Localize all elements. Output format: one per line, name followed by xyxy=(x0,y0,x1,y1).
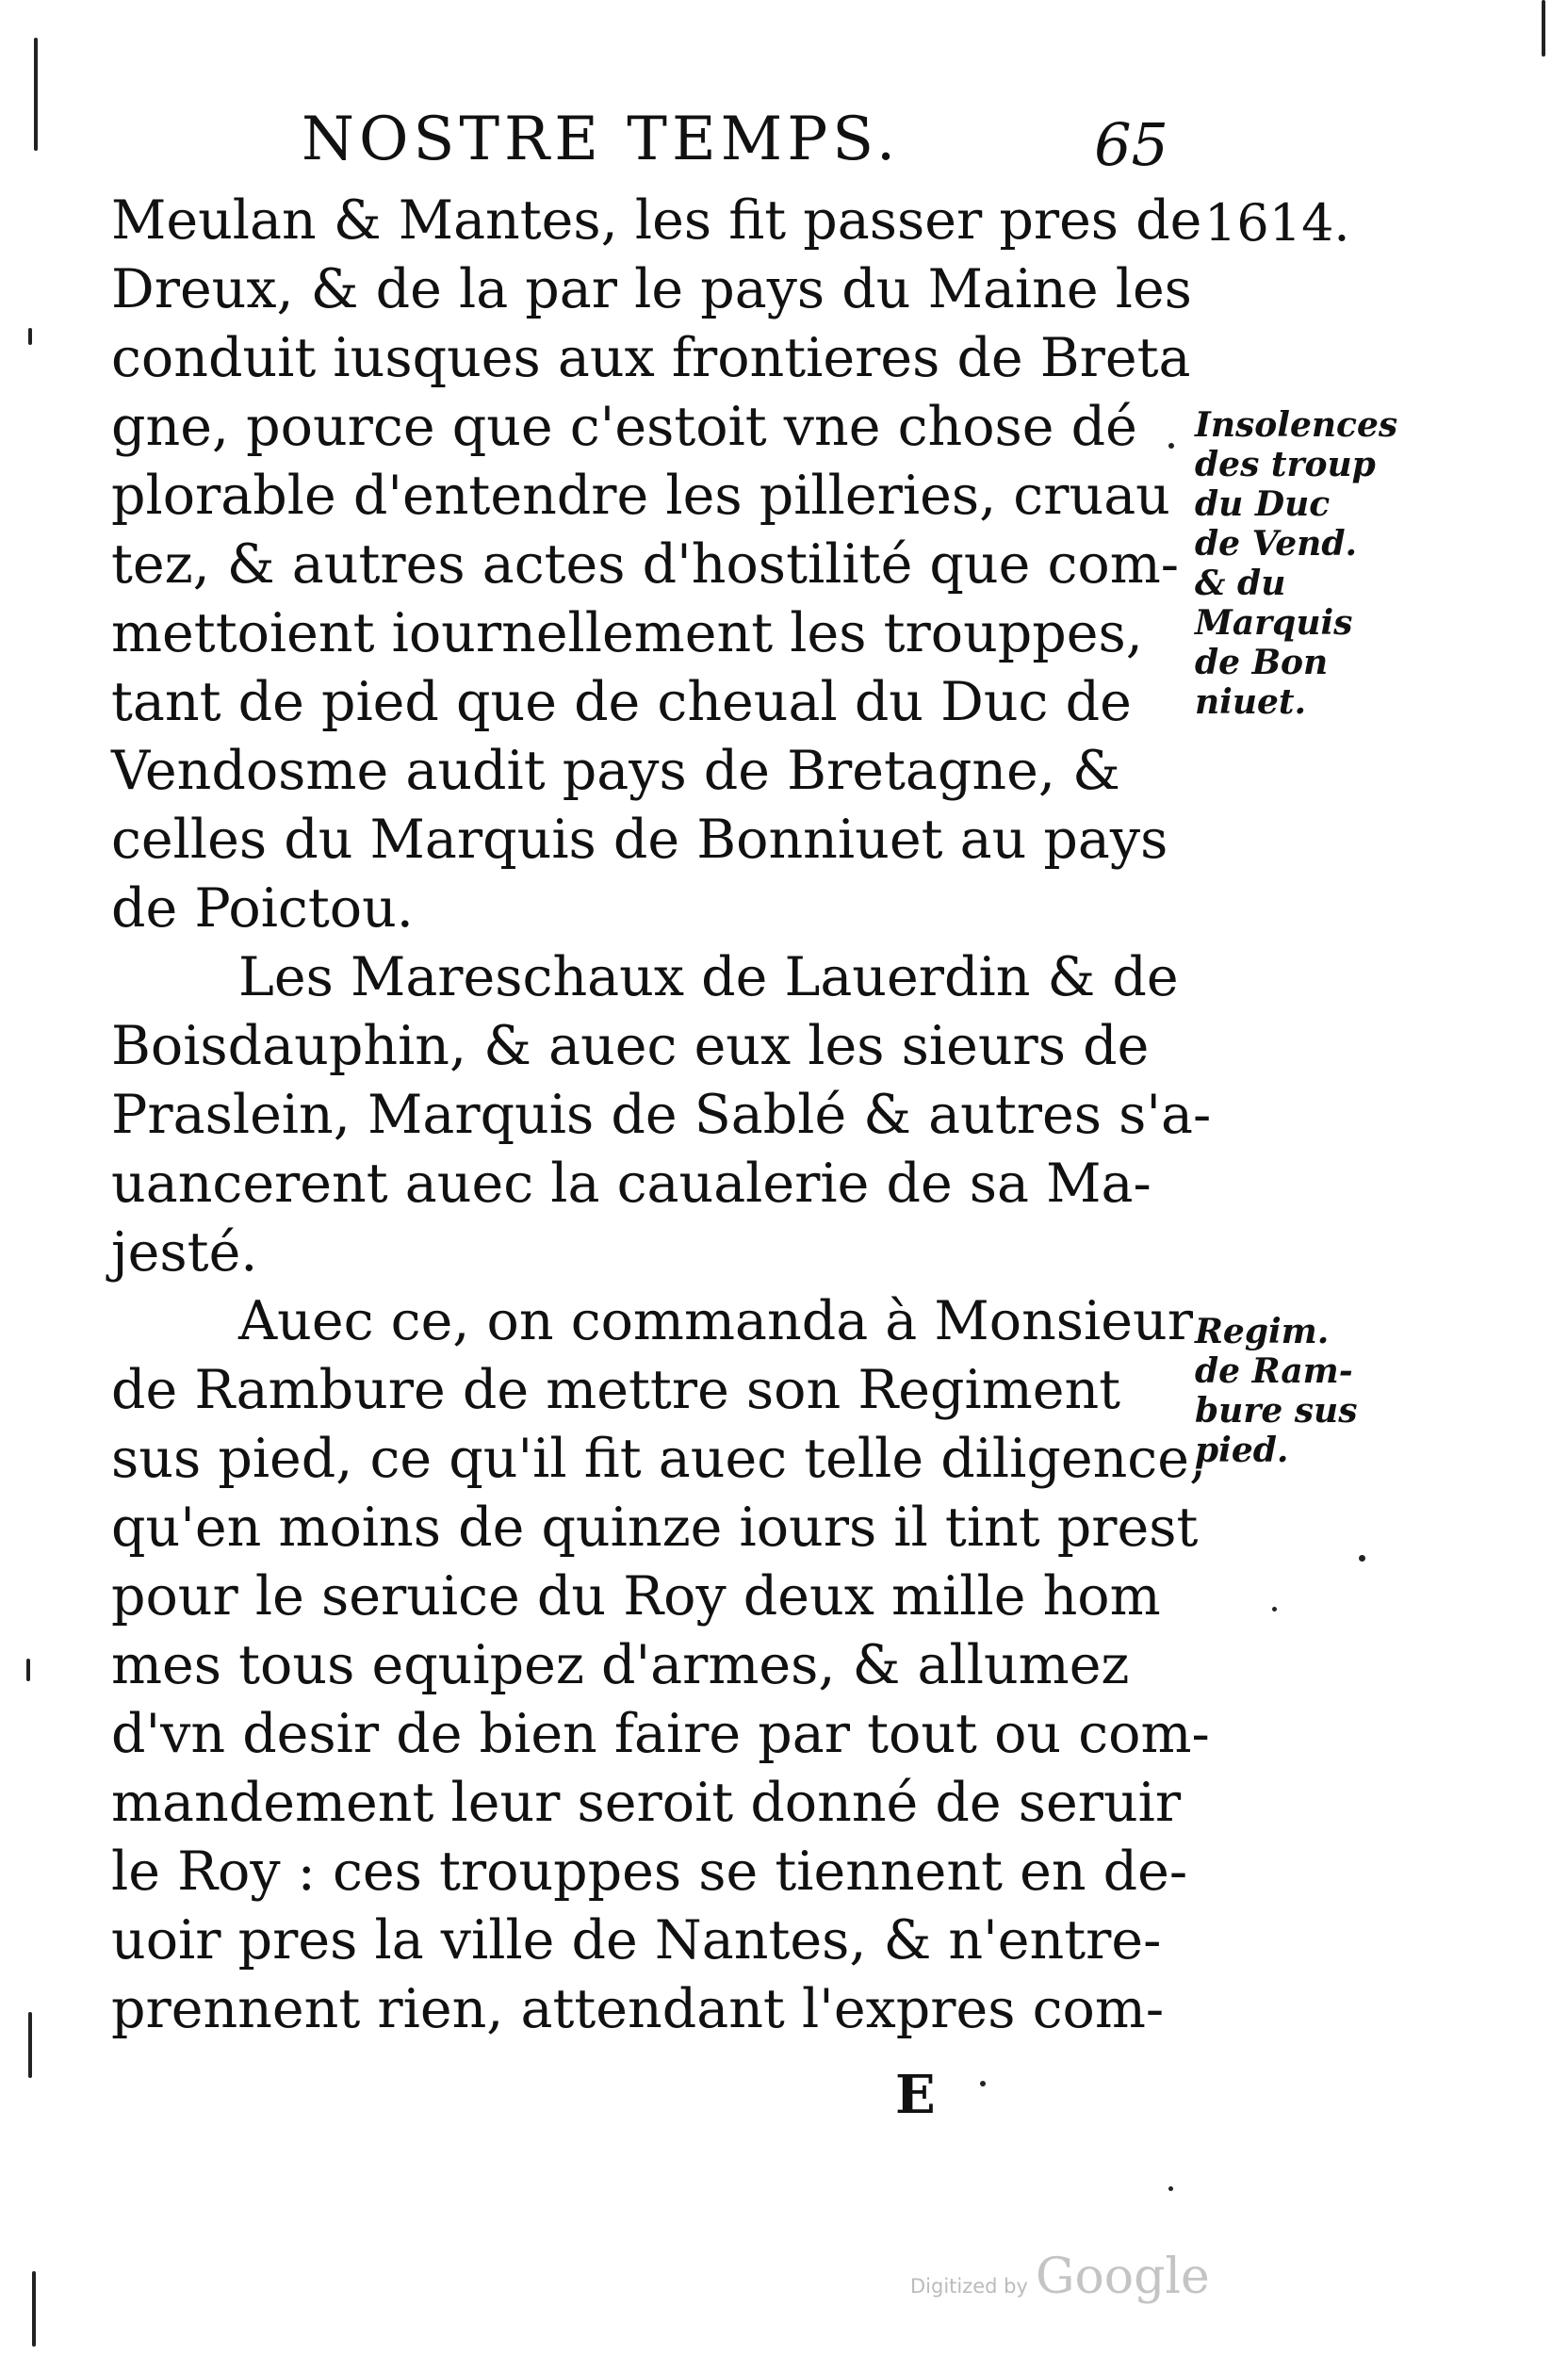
text-line: d'vn desir de bien faire par tout ou com- xyxy=(111,1703,1210,1765)
page-number: 65 xyxy=(1094,110,1168,179)
text-line: jesté. xyxy=(111,1221,258,1284)
text-line: mes tous equipez d'armes, & allumez xyxy=(111,1634,1130,1696)
text-line: gne, pource que c'estoit vne chose dé xyxy=(111,396,1137,458)
marginal-note-line: des troup xyxy=(1195,445,1376,484)
text-line: mettoient iournellement les trouppes, xyxy=(111,602,1143,664)
text-line: Boisdauphin, & auec eux les sieurs de xyxy=(111,1015,1150,1077)
text-line: plorable d'entendre les pilleries, cruau xyxy=(111,465,1170,527)
body-text xyxy=(111,187,1212,2044)
ink-speck xyxy=(1359,1555,1365,1562)
marginal-note xyxy=(1195,405,1402,722)
text-line: uancerent auec la caualerie de sa Ma- xyxy=(111,1153,1152,1215)
text-line: pour le seruice du Roy deux mille hom xyxy=(111,1565,1161,1628)
text-line: le Roy : ces trouppes se tiennent en de- xyxy=(111,1841,1188,1903)
text-line: Praslein, Marquis de Sablé & autres s'a- xyxy=(111,1084,1212,1146)
text-line: Meulan & Mantes, les fit passer pres de xyxy=(111,189,1202,252)
text-line: tez, & autres actes d'hostilité que com- xyxy=(111,533,1180,596)
text-line: uoir pres la ville de Nantes, & n'entre- xyxy=(111,1909,1162,1972)
ink-speck xyxy=(1272,1607,1277,1612)
google-logo: Google xyxy=(1035,2249,1210,2305)
text-line: sus pied, ce qu'il fit auec telle diligence, xyxy=(111,1428,1207,1490)
marginal-note-line: pied. xyxy=(1195,1431,1289,1470)
text-line: de Poictou. xyxy=(111,877,414,940)
text-line: celles du Marquis de Bonniuet au pays xyxy=(111,809,1168,871)
right-edge-mark xyxy=(1542,0,1545,57)
text-line: Vendosme audit pays de Bretagne, & xyxy=(111,740,1120,802)
running-head xyxy=(302,102,1168,177)
text-line: Auec ce, on commanda à Monsieur xyxy=(238,1290,1193,1352)
running-title: NOSTRE TEMPS. xyxy=(302,105,901,174)
text-line: de Rambure de mettre son Regiment xyxy=(111,1359,1121,1421)
text-line: tant de pied que de cheual du Duc de xyxy=(111,671,1132,733)
left-edge-mark xyxy=(28,328,32,345)
signature-mark: E xyxy=(895,2064,936,2126)
left-edge-mark xyxy=(28,2012,32,2078)
digitized-by-label: Digitized by xyxy=(910,2275,1028,2298)
marginal-note-line: Marquis xyxy=(1195,603,1353,643)
ink-speck xyxy=(1168,443,1174,449)
text-line: Dreux, & de la par le pays du Maine les xyxy=(111,258,1192,320)
marginal-note-line: bure sus xyxy=(1195,1391,1358,1431)
marginal-note-line: de Ram- xyxy=(1195,1351,1353,1391)
ink-speck xyxy=(980,2081,986,2086)
marginal-note-line: & du xyxy=(1195,564,1286,603)
marginal-note xyxy=(1195,1312,1402,1470)
text-line: qu'en moins de quinze iours il tint prest xyxy=(111,1497,1199,1559)
marginal-note-line: de Bon xyxy=(1195,643,1329,682)
ink-speck xyxy=(1168,2186,1173,2191)
left-edge-mark xyxy=(26,1659,30,1681)
text-line: conduit iusques aux frontieres de Breta xyxy=(111,327,1191,389)
marginal-note-line: du Duc xyxy=(1195,484,1331,524)
text-line: mandement leur seroit donné de seruir xyxy=(111,1772,1182,1834)
marginal-note-line: niuet. xyxy=(1195,682,1307,722)
margin-year: 1614. xyxy=(1204,193,1350,253)
left-edge-mark xyxy=(32,2271,36,2347)
marginal-note-line: Insolences xyxy=(1195,405,1398,445)
digitized-watermark xyxy=(910,2249,1210,2305)
text-line: Les Mareschaux de Lauerdin & de xyxy=(238,946,1179,1008)
left-edge-mark xyxy=(34,38,38,151)
text-line: prennent rien, attendant l'expres com- xyxy=(111,1978,1165,2040)
marginal-note-line: de Vend. xyxy=(1195,524,1358,564)
marginal-note-line: Regim. xyxy=(1195,1312,1330,1351)
